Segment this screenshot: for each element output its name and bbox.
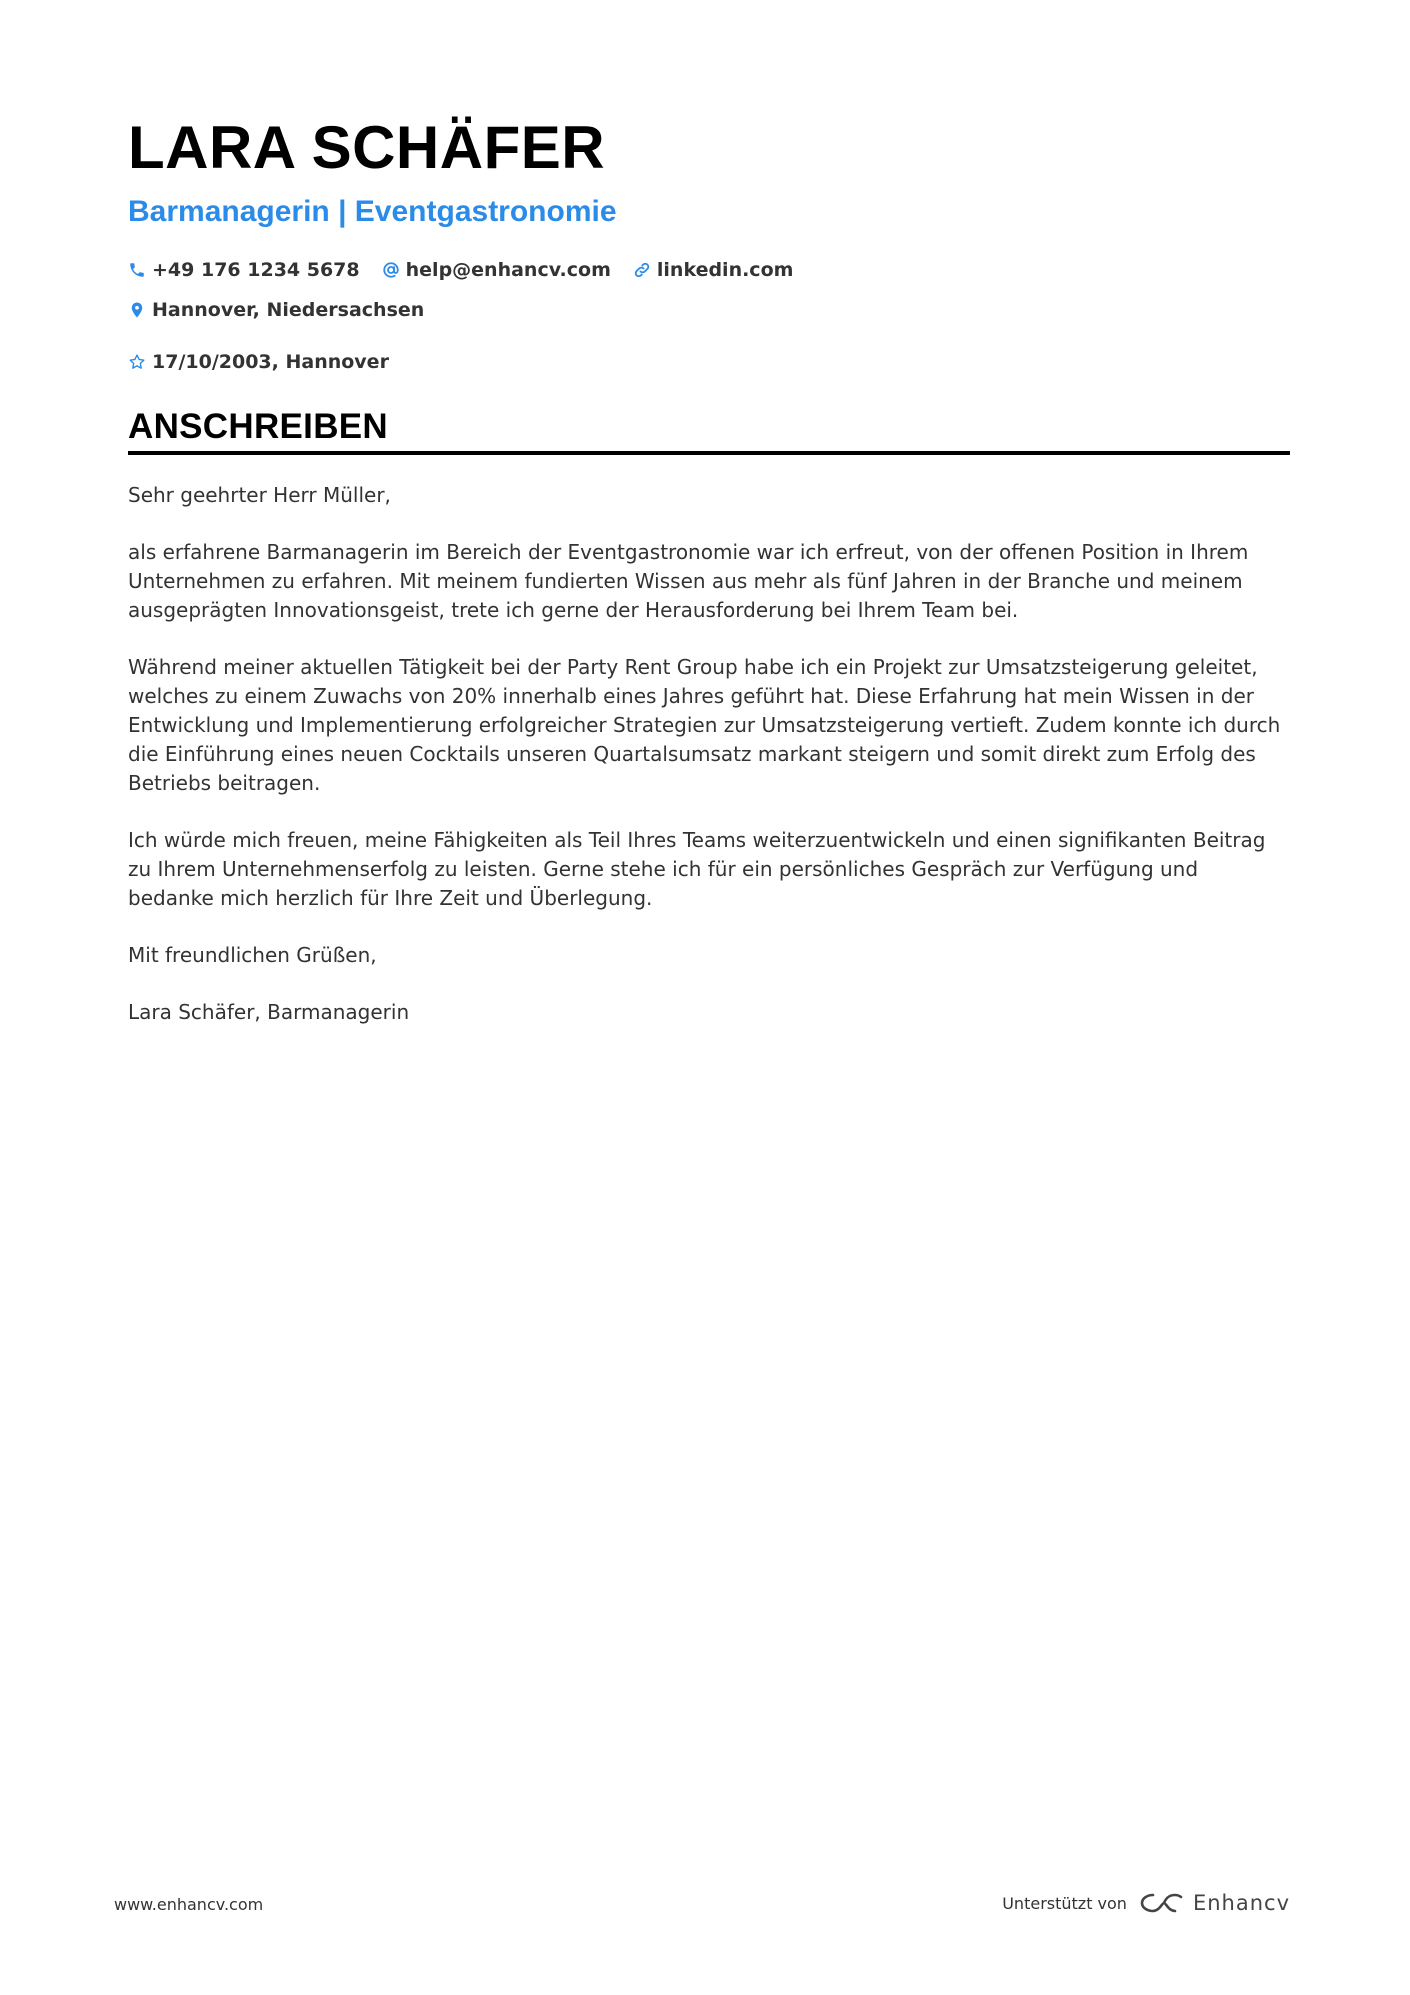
job-title: Barmanagerin | Eventgastronomie (128, 195, 617, 228)
letter-paragraph-1: als erfahrene Barmanagerin im Bereich der Eventgastronomie war ich erfreut, von der offenen Position in Ihrem Unternehmen zu erfahren. Mit meinem fundierten Wissen aus mehr als fünf Jahren in der Branche und meinem ausgeprägten Innovationsgeist, trete ich gerne der Herausforderung bei Ihrem Team bei. (128, 540, 1249, 622)
contact-list (128, 256, 1128, 376)
letter-body (128, 481, 1290, 1027)
letter-paragraph-2: Während meiner aktuellen Tätigkeit bei der Party Rent Group habe ich ein Projekt zur Umsatzsteigerung geleitet, welches zu einem Zuwachs von 20% innerhalb eines Jahres geführt hat. Diese Erfahrung hat mein Wissen in der Entwicklung und Implementierung erfolgreicher Strategien zur Umsatzsteigerung vertieft. Zudem konnte ich durch die Einführung eines neuen Cocktails unseren Quartalsumsatz markant steigern und somit direkt zum Erfolg des Betriebs beitragen. (128, 655, 1281, 795)
letter-closing: Mit freundlichen Grüßen, (128, 943, 377, 967)
location-text: Hannover, Niedersachsen (152, 299, 425, 321)
section-divider (128, 451, 1290, 455)
powered-by-label: Unterstützt von (1002, 1893, 1127, 1913)
brand-logo (1139, 1890, 1290, 1916)
letter-salutation: Sehr geehrter Herr Müller, (128, 483, 391, 507)
phone-text: +49 176 1234 5678 (152, 259, 360, 281)
at-icon (382, 261, 400, 279)
star-icon (128, 353, 146, 371)
letter-paragraph-3: Ich würde mich freuen, meine Fähigkeiten als Teil Ihres Teams weiterzuentwickeln und einen signifikanten Beitrag zu Ihrem Unternehmenserfolg zu leisten. Gerne stehe ich für ein persönliches Gespräch zur Verfügung und bedanke mich herzlich für Ihre Zeit und Überlegung. (128, 828, 1266, 910)
contact-location (128, 296, 424, 324)
header (128, 108, 1288, 376)
contact-birth (128, 348, 389, 376)
phone-icon (128, 261, 146, 279)
email-text: help@enhancv.com (405, 259, 611, 281)
footer-powered-by (1002, 1890, 1290, 1916)
brand-name: Enhancv (1192, 1891, 1290, 1915)
cover-letter-section (128, 405, 1290, 1055)
location-pin-icon (128, 301, 146, 319)
link-icon (633, 261, 651, 279)
applicant-name: LARA SCHÄFER (128, 114, 606, 181)
birth-text: 17/10/2003, Hannover (152, 351, 389, 373)
contact-email (382, 256, 611, 284)
enhancv-logo-icon (1139, 1890, 1185, 1916)
contact-linkedin (633, 256, 794, 284)
section-title: ANSCHREIBEN (128, 407, 388, 446)
linkedin-text: linkedin.com (656, 259, 794, 281)
footer-website[interactable]: www.enhancv.com (114, 1895, 264, 1914)
letter-signature: Lara Schäfer, Barmanagerin (128, 1000, 410, 1024)
contact-phone (128, 256, 360, 284)
